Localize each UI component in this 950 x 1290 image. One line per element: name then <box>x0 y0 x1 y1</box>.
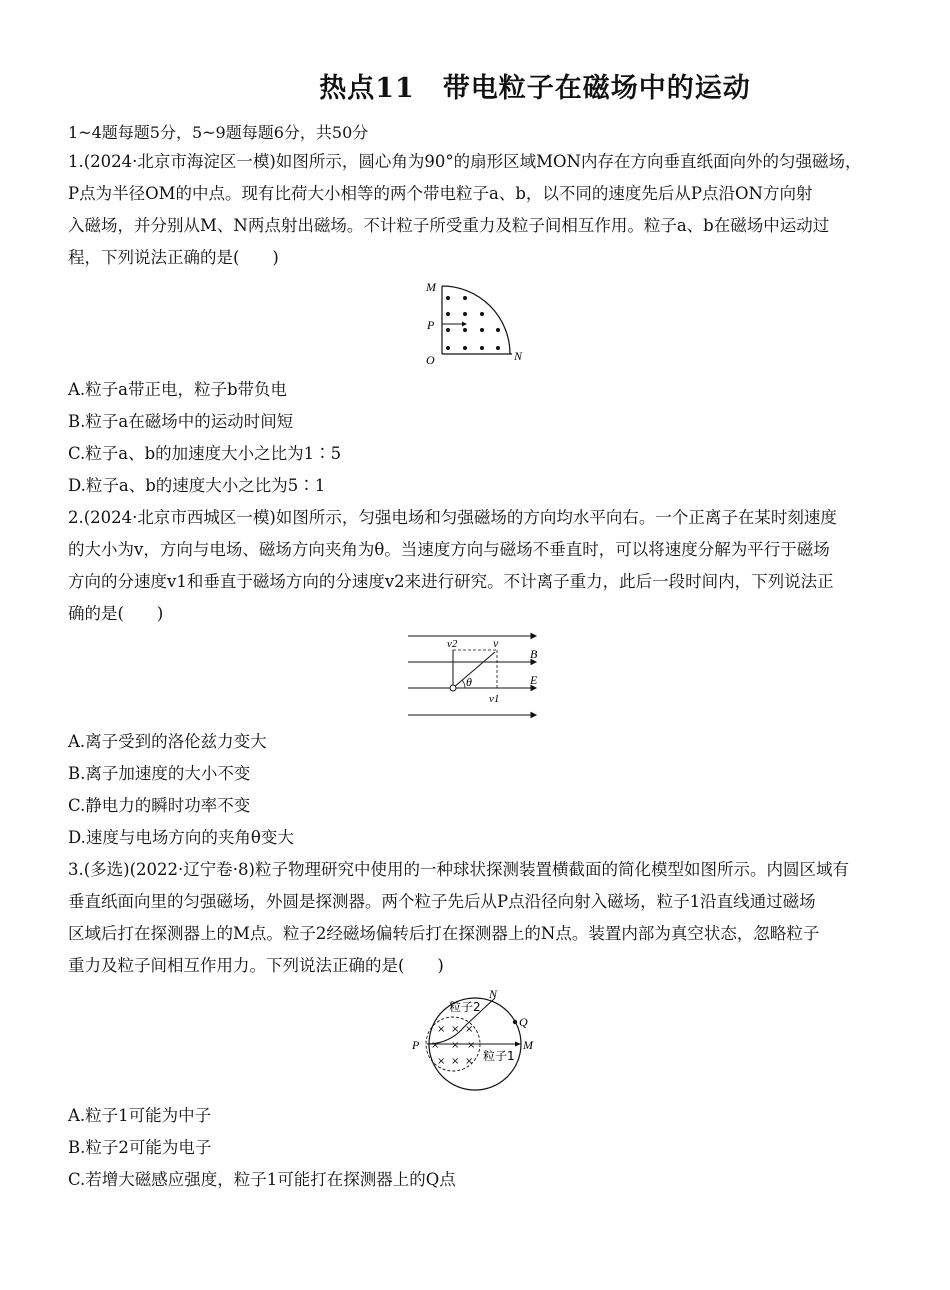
q3-label-Q: Q <box>519 1015 528 1029</box>
svg-text:×: × <box>465 1056 474 1067</box>
q2-label-E: E <box>530 673 538 687</box>
q1-label-N: N <box>514 349 523 363</box>
q3-label-M: M <box>523 1038 533 1052</box>
q3-text-line-1: 3.(多选)(2022·辽宁卷·8)粒子物理研究中使用的一种球状探测装置横截面的简化模型如图所示。内圆区域有 <box>68 860 849 879</box>
svg-text:×: × <box>451 1056 460 1067</box>
q2-text-line-4: 确的是( ) <box>68 604 164 623</box>
q3-label-particle2: 粒子2 <box>449 1000 481 1014</box>
q3-option-b: B.粒子2可能为电子 <box>68 1138 212 1157</box>
page-title: 热点11 带电粒子在磁场中的运动 <box>319 73 751 104</box>
q1-figure-sector-field <box>420 278 540 368</box>
scoring-note: 1~4题每题5分，5~9题每题6分，共50分 <box>68 123 369 142</box>
q2-option-a: A.离子受到的洛伦兹力变大 <box>68 732 267 751</box>
q2-figure-field-lines <box>405 630 555 722</box>
q2-option-d: D.速度与电场方向的夹角θ变大 <box>68 828 294 847</box>
q1-option-b: B.粒子a在磁场中的运动时间短 <box>68 412 294 431</box>
svg-text:×: × <box>451 1040 460 1051</box>
svg-text:×: × <box>431 1040 440 1051</box>
q2-label-theta: θ <box>466 675 472 689</box>
q1-label-O: O <box>426 353 435 367</box>
q3-option-a: A.粒子1可能为中子 <box>68 1106 212 1125</box>
q2-label-B: B <box>530 647 538 661</box>
q2-label-v2: v2 <box>447 638 458 650</box>
q3-label-particle1: 粒子1 <box>483 1049 515 1063</box>
q3-field-crosses <box>431 1024 475 1067</box>
q2-label-v1: v1 <box>489 693 500 705</box>
q1-label-P: P <box>427 318 435 332</box>
q1-option-d: D.粒子a、b的速度大小之比为5∶1 <box>68 476 326 495</box>
q3-label-N: N <box>489 987 498 1001</box>
svg-text:×: × <box>437 1056 446 1067</box>
q3-text-line-4: 重力及粒子间相互作用力。下列说法正确的是( ) <box>68 956 444 975</box>
q1-text-line-2: P点为半径OM的中点。现有比荷大小相等的两个带电粒子a、b，以不同的速度先后从P点沿ON方向射 <box>68 184 813 203</box>
svg-text:×: × <box>467 1040 476 1051</box>
svg-text:×: × <box>437 1024 446 1035</box>
q1-option-a: A.粒子a带正电，粒子b带负电 <box>68 380 288 399</box>
q2-option-c: C.静电力的瞬时功率不变 <box>68 796 251 815</box>
q1-text-line-4: 程，下列说法正确的是( ) <box>68 248 279 267</box>
q3-text-line-3: 区域后打在探测器上的M点。粒子2经磁场偏转后打在探测器上的N点。装置内部为真空状态，忽略粒子 <box>68 924 820 943</box>
svg-text:×: × <box>451 1024 460 1035</box>
q1-text-line-1: 1.(2024·北京市海淀区一模)如图所示，圆心角为90°的扇形区域MON内存在方向垂直纸面向外的匀强磁场， <box>68 152 862 171</box>
q1-label-M: M <box>426 280 436 294</box>
q1-field-dots <box>446 296 500 350</box>
q2-text-line-2: 的大小为v，方向与电场、磁场方向夹角为θ。当速度方向与磁场不垂直时，可以将速度分解为平行于磁场 <box>68 540 830 559</box>
q2-option-b: B.离子加速度的大小不变 <box>68 764 251 783</box>
q1-text-line-3: 入磁场，并分别从M、N两点射出磁场。不计粒子所受重力及粒子间相互作用。粒子a、b在磁场中运动过 <box>68 216 830 235</box>
q3-text-line-2: 垂直纸面向里的匀强磁场，外圆是探测器。两个粒子先后从P点沿径向射入磁场，粒子1沿直线通过磁场 <box>68 892 816 911</box>
q1-option-c: C.粒子a、b的加速度大小之比为1∶5 <box>68 444 342 463</box>
q2-text-line-1: 2.(2024·北京市西城区一模)如图所示，匀强电场和匀强磁场的方向均水平向右。一个正离子在某时刻速度 <box>68 508 837 527</box>
q2-text-line-3: 方向的分速度v1和垂直于磁场方向的分速度v2来进行研究。不计离子重力，此后一段时间内，下列说法正 <box>68 572 834 591</box>
q3-option-c: C.若增大磁感应强度，粒子1可能打在探测器上的Q点 <box>68 1170 456 1189</box>
q3-label-P: P <box>412 1038 420 1052</box>
q2-label-v: v <box>493 636 499 650</box>
svg-text:×: × <box>465 1024 474 1035</box>
q3-figure-detector <box>405 984 555 1096</box>
